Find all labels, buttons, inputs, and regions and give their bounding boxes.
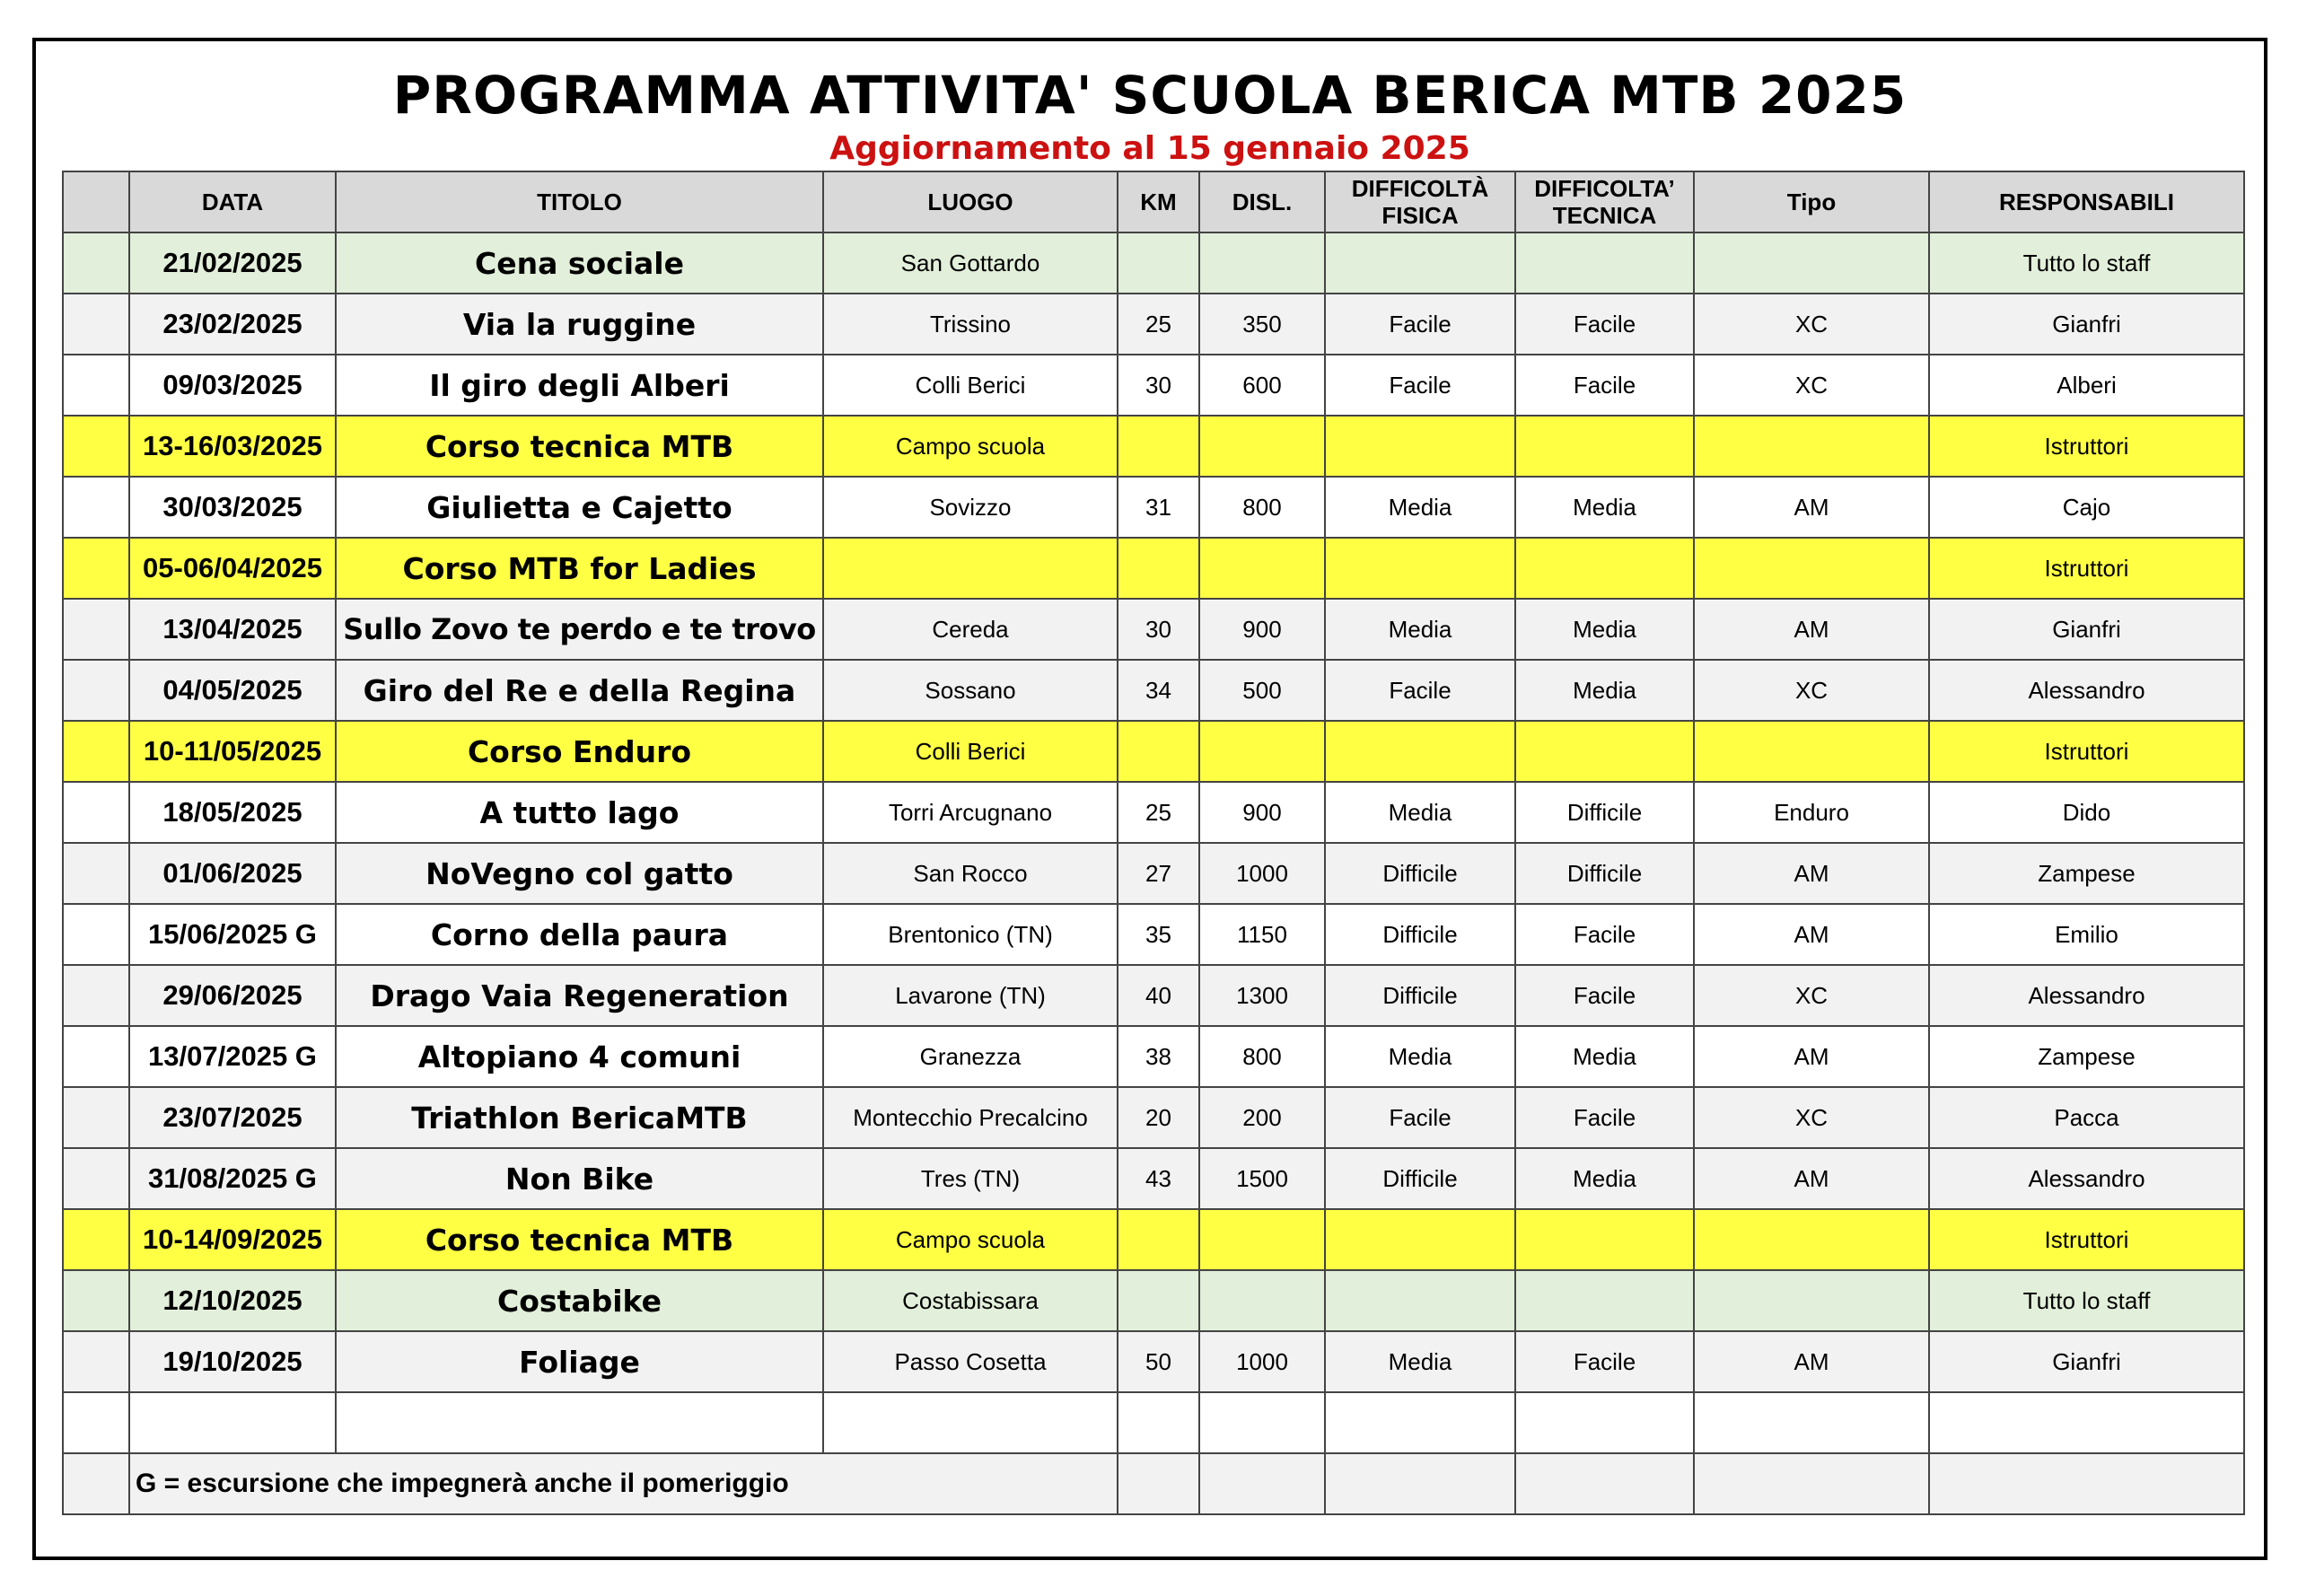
disl-cell: 500 [1199,660,1325,721]
update-subtitle: Aggiornamento al 15 gennaio 2025 [829,130,1470,167]
responsabili-cell: Alessandro [1929,965,2244,1026]
difficolta-tecnica-cell [1515,232,1694,294]
responsabili-cell: Tutto lo staff [1929,1270,2244,1331]
responsabili-cell: Alessandro [1929,660,2244,721]
km-cell: 30 [1118,355,1199,416]
index-cell [63,1087,129,1148]
table-row [63,1209,2244,1270]
difficolta-tecnica-cell: Media [1515,477,1694,538]
col-header-titolo: TITOLO [336,171,823,232]
index-cell [63,843,129,904]
tipo-cell: AM [1694,1148,1929,1209]
col-header-disl: DISL. [1199,171,1325,232]
page-title: PROGRAMMA ATTIVITA' SCUOLA BERICA MTB 2025 [392,65,1908,126]
km-cell [1118,232,1199,294]
schedule-table [62,171,2245,1515]
table-row [63,1026,2244,1087]
disl-cell: 1300 [1199,965,1325,1026]
date-cell: 15/06/2025 G [129,904,336,965]
place-cell: Colli Berici [823,355,1118,416]
tipo-cell: AM [1694,843,1929,904]
place-cell: Sovizzo [823,477,1118,538]
difficolta-fisica-cell: Media [1325,1331,1515,1392]
responsabili-cell: Istruttori [1929,721,2244,782]
date-cell: 13/07/2025 G [129,1026,336,1087]
responsabili-cell: Cajo [1929,477,2244,538]
place-cell: San Rocco [823,843,1118,904]
date-cell: 10-14/09/2025 [129,1209,336,1270]
km-cell: 38 [1118,1026,1199,1087]
table-row [63,1087,2244,1148]
date-cell: 13/04/2025 [129,599,336,660]
table-row [63,965,2244,1026]
blank-cell [1325,1453,1515,1514]
legend-note: G = escursione che impegnerà anche il pomeriggio [129,1453,1118,1514]
difficolta-fisica-cell [1325,1209,1515,1270]
date-cell: 09/03/2025 [129,355,336,416]
place-cell: Tres (TN) [823,1148,1118,1209]
tipo-cell: XC [1694,660,1929,721]
title-cell: A tutto lago [336,782,823,843]
responsabili-cell: Zampese [1929,1026,2244,1087]
title-cell: NoVegno col gatto [336,843,823,904]
tipo-cell: AM [1694,599,1929,660]
km-cell: 31 [1118,477,1199,538]
date-cell: 04/05/2025 [129,660,336,721]
disl-cell [1199,1209,1325,1270]
difficolta-fisica-cell: Difficile [1325,965,1515,1026]
title-cell: Foliage [336,1331,823,1392]
disl-cell [1199,721,1325,782]
place-cell: Campo scuola [823,1209,1118,1270]
difficolta-fisica-cell: Difficile [1325,904,1515,965]
difficolta-tecnica-cell: Facile [1515,1331,1694,1392]
blank-cell [1929,1392,2244,1453]
title-cell: Il giro degli Alberi [336,355,823,416]
responsabili-cell: Tutto lo staff [1929,232,2244,294]
date-cell: 10-11/05/2025 [129,721,336,782]
col-header-km: KM [1118,171,1199,232]
km-cell: 30 [1118,599,1199,660]
difficolta-tecnica-cell: Facile [1515,1087,1694,1148]
disl-cell: 1000 [1199,843,1325,904]
title-cell: Costabike [336,1270,823,1331]
table-row [63,660,2244,721]
title-cell: Via la ruggine [336,294,823,355]
blank-cell [1199,1453,1325,1514]
index-cell [63,355,129,416]
difficolta-tecnica-cell: Media [1515,1026,1694,1087]
index-cell [63,904,129,965]
index-cell [63,477,129,538]
schedule-body [63,232,2244,1514]
tipo-cell: XC [1694,294,1929,355]
date-cell: 18/05/2025 [129,782,336,843]
index-cell [63,782,129,843]
disl-cell: 900 [1199,782,1325,843]
title-cell: Giro del Re e della Regina [336,660,823,721]
disl-cell [1199,232,1325,294]
tipo-cell [1694,1209,1929,1270]
place-cell: Cereda [823,599,1118,660]
km-cell: 35 [1118,904,1199,965]
difficolta-fisica-cell [1325,1270,1515,1331]
table-row [63,1331,2244,1392]
blank-cell [1694,1392,1929,1453]
table-row [63,294,2244,355]
col-header-responsabili: RESPONSABILI [1929,171,2244,232]
difficolta-fisica-cell: Facile [1325,294,1515,355]
difficolta-tecnica-cell [1515,721,1694,782]
tipo-cell: AM [1694,904,1929,965]
date-cell: 19/10/2025 [129,1331,336,1392]
difficolta-fisica-cell: Media [1325,1026,1515,1087]
responsabili-cell: Istruttori [1929,538,2244,599]
disl-cell: 600 [1199,355,1325,416]
disl-cell: 350 [1199,294,1325,355]
index-cell [63,294,129,355]
index-cell [63,538,129,599]
km-cell: 34 [1118,660,1199,721]
disl-cell: 800 [1199,1026,1325,1087]
place-cell: Campo scuola [823,416,1118,477]
tipo-cell [1694,721,1929,782]
difficolta-fisica-cell [1325,232,1515,294]
responsabili-cell: Gianfri [1929,294,2244,355]
km-cell [1118,416,1199,477]
place-cell: Passo Cosetta [823,1331,1118,1392]
km-cell: 25 [1118,294,1199,355]
difficolta-tecnica-cell: Difficile [1515,843,1694,904]
place-cell: San Gottardo [823,232,1118,294]
index-cell [63,599,129,660]
km-cell [1118,721,1199,782]
title-cell: Corso tecnica MTB [336,1209,823,1270]
difficolta-tecnica-cell: Facile [1515,904,1694,965]
difficolta-tecnica-cell: Facile [1515,355,1694,416]
difficolta-fisica-cell: Difficile [1325,843,1515,904]
table-row [63,1148,2244,1209]
difficolta-fisica-cell [1325,416,1515,477]
table-row [63,599,2244,660]
blank-cell [1694,1453,1929,1514]
tipo-cell: XC [1694,965,1929,1026]
responsabili-cell: Alberi [1929,355,2244,416]
difficolta-tecnica-cell: Media [1515,1148,1694,1209]
km-cell [1118,1270,1199,1331]
responsabili-cell: Gianfri [1929,1331,2244,1392]
difficolta-fisica-cell: Media [1325,599,1515,660]
difficolta-tecnica-cell: Media [1515,660,1694,721]
index-cell [63,965,129,1026]
date-cell: 01/06/2025 [129,843,336,904]
disl-cell: 1150 [1199,904,1325,965]
title-cell: Triathlon BericaMTB [336,1087,823,1148]
table-row [63,232,2244,294]
blank-cell [1118,1392,1199,1453]
difficolta-tecnica-cell [1515,1270,1694,1331]
difficolta-fisica-cell: Facile [1325,660,1515,721]
responsabili-cell: Istruttori [1929,1209,2244,1270]
blank-cell [63,1392,129,1453]
legend-row [63,1453,2244,1514]
km-cell: 50 [1118,1331,1199,1392]
km-cell: 20 [1118,1087,1199,1148]
km-cell: 40 [1118,965,1199,1026]
km-cell [1118,538,1199,599]
difficolta-tecnica-cell: Facile [1515,294,1694,355]
tipo-cell [1694,538,1929,599]
disl-cell: 1500 [1199,1148,1325,1209]
date-cell: 23/07/2025 [129,1087,336,1148]
date-cell: 21/02/2025 [129,232,336,294]
blank-cell [1929,1453,2244,1514]
place-cell: Sossano [823,660,1118,721]
index-cell [63,660,129,721]
difficolta-fisica-cell: Media [1325,782,1515,843]
disl-cell [1199,1270,1325,1331]
responsabili-cell: Pacca [1929,1087,2244,1148]
tipo-cell: XC [1694,355,1929,416]
table-row [63,538,2244,599]
place-cell [823,538,1118,599]
km-cell: 43 [1118,1148,1199,1209]
disl-cell: 900 [1199,599,1325,660]
title-cell: Corno della paura [336,904,823,965]
index-cell [63,721,129,782]
blank-row [63,1392,2244,1453]
tipo-cell: AM [1694,1331,1929,1392]
index-cell [63,1270,129,1331]
title-cell: Non Bike [336,1148,823,1209]
blank-cell [1199,1392,1325,1453]
place-cell: Costabissara [823,1270,1118,1331]
title-cell: Corso MTB for Ladies [336,538,823,599]
difficolta-fisica-cell: Facile [1325,355,1515,416]
place-cell: Granezza [823,1026,1118,1087]
disl-cell [1199,416,1325,477]
km-cell: 27 [1118,843,1199,904]
title-cell: Corso tecnica MTB [336,416,823,477]
col-header-tipo: Tipo [1694,171,1929,232]
index-cell [63,1209,129,1270]
title-cell: Giulietta e Cajetto [336,477,823,538]
tipo-cell [1694,416,1929,477]
difficolta-fisica-cell: Media [1325,477,1515,538]
date-cell: 23/02/2025 [129,294,336,355]
place-cell: Montecchio Precalcino [823,1087,1118,1148]
difficolta-tecnica-cell: Facile [1515,965,1694,1026]
date-cell: 30/03/2025 [129,477,336,538]
blank-cell [1118,1453,1199,1514]
table-row [63,843,2244,904]
difficolta-fisica-cell: Facile [1325,1087,1515,1148]
blank-cell [1325,1392,1515,1453]
table-row [63,477,2244,538]
responsabili-cell: Emilio [1929,904,2244,965]
index-cell [63,1026,129,1087]
title-cell: Drago Vaia Regeneration [336,965,823,1026]
km-cell: 25 [1118,782,1199,843]
responsabili-cell: Alessandro [1929,1148,2244,1209]
difficolta-fisica-cell: Difficile [1325,1148,1515,1209]
title-cell: Altopiano 4 comuni [336,1026,823,1087]
km-cell [1118,1209,1199,1270]
place-cell: Brentonico (TN) [823,904,1118,965]
tipo-cell: XC [1694,1087,1929,1148]
col-header-luogo: LUOGO [823,171,1118,232]
table-row [63,1270,2244,1331]
disl-cell: 200 [1199,1087,1325,1148]
table-row [63,355,2244,416]
table-row [63,721,2244,782]
table-header-row [63,171,2244,232]
place-cell: Torri Arcugnano [823,782,1118,843]
blank-cell [336,1392,823,1453]
blank-cell [1515,1392,1694,1453]
col-header-index [63,171,129,232]
col-header-difficolta-tecnica: DIFFICOLTA’ TECNICA [1515,171,1694,232]
place-cell: Lavarone (TN) [823,965,1118,1026]
place-cell: Colli Berici [823,721,1118,782]
title-cell: Sullo Zovo te perdo e te trovo [336,599,823,660]
disl-cell: 1000 [1199,1331,1325,1392]
tipo-cell [1694,232,1929,294]
date-cell: 31/08/2025 G [129,1148,336,1209]
responsabili-cell: Istruttori [1929,416,2244,477]
date-cell: 12/10/2025 [129,1270,336,1331]
col-header-difficolta-fisica: DIFFICOLTÀ FISICA [1325,171,1515,232]
difficolta-fisica-cell [1325,721,1515,782]
title-cell: Corso Enduro [336,721,823,782]
place-cell: Trissino [823,294,1118,355]
difficolta-fisica-cell [1325,538,1515,599]
blank-cell [823,1392,1118,1453]
disl-cell [1199,538,1325,599]
responsabili-cell: Dido [1929,782,2244,843]
index-cell [63,1331,129,1392]
date-cell: 05-06/04/2025 [129,538,336,599]
responsabili-cell: Gianfri [1929,599,2244,660]
blank-cell [129,1392,336,1453]
tipo-cell: AM [1694,477,1929,538]
table-row [63,904,2244,965]
blank-cell [63,1453,129,1514]
difficolta-tecnica-cell [1515,416,1694,477]
tipo-cell: Enduro [1694,782,1929,843]
table-row [63,782,2244,843]
tipo-cell [1694,1270,1929,1331]
difficolta-tecnica-cell [1515,538,1694,599]
index-cell [63,232,129,294]
index-cell [63,1148,129,1209]
date-cell: 13-16/03/2025 [129,416,336,477]
difficolta-tecnica-cell: Difficile [1515,782,1694,843]
date-cell: 29/06/2025 [129,965,336,1026]
difficolta-tecnica-cell: Media [1515,599,1694,660]
tipo-cell: AM [1694,1026,1929,1087]
title-cell: Cena sociale [336,232,823,294]
blank-cell [1515,1453,1694,1514]
responsabili-cell: Zampese [1929,843,2244,904]
index-cell [63,416,129,477]
disl-cell: 800 [1199,477,1325,538]
table-row [63,416,2244,477]
col-header-data: DATA [129,171,336,232]
difficolta-tecnica-cell [1515,1209,1694,1270]
